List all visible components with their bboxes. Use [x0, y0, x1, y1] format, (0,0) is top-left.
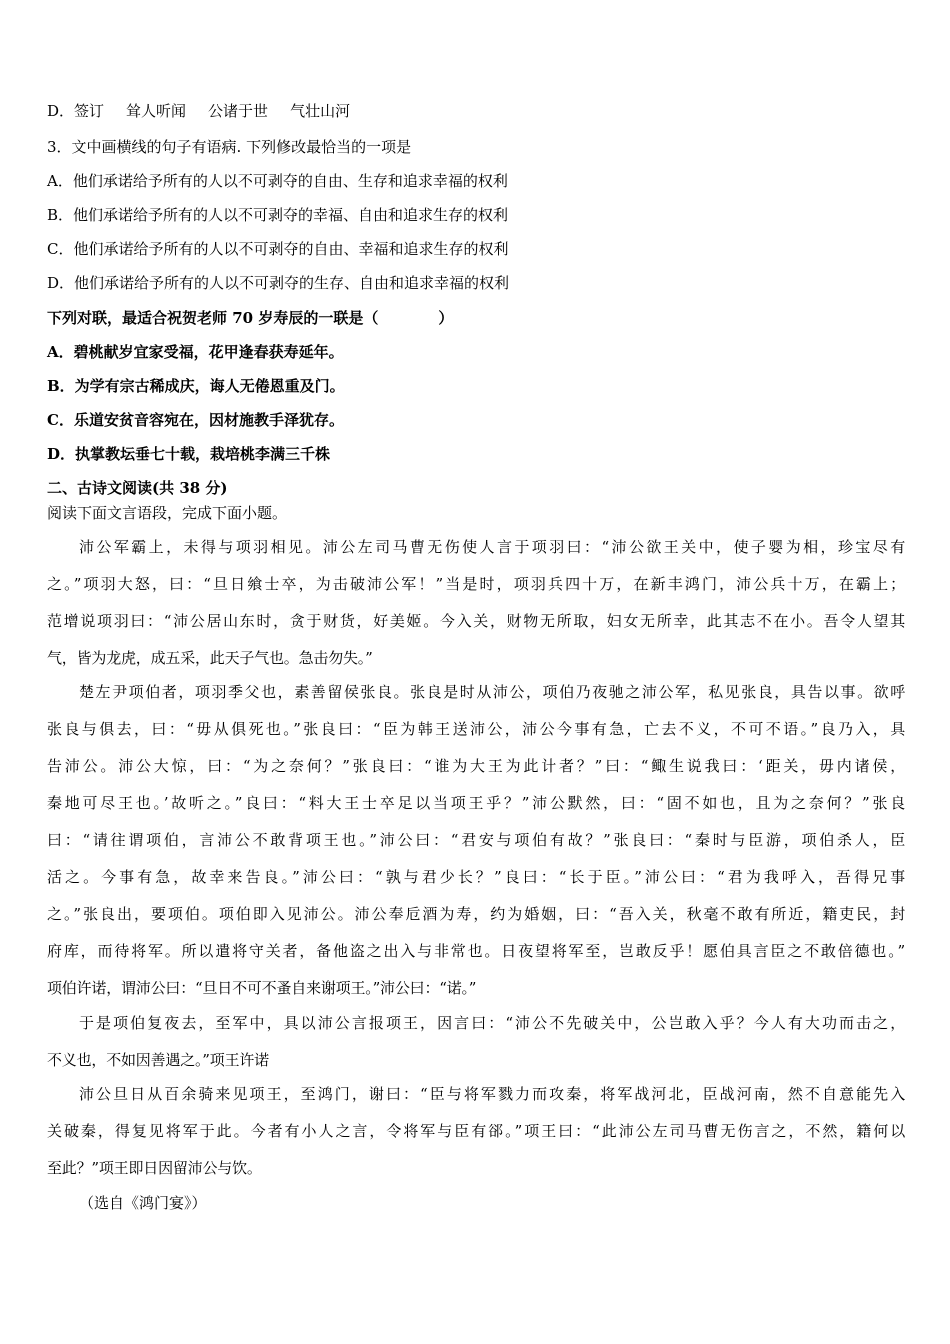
- paragraph-1-line: 范增说项羽曰：“沛公居山东时，贪于财货，好美姬。今入关，财物无所取，妇女无所幸，此其志不在小。吾令人望其: [47, 612, 905, 630]
- paragraph-2-line: 府库，而待将军。所以遣将守关者，备他盗之出入与非常也。日夜望将军至，岂敢反乎！愿伯具言臣之不敢倍德也。”: [47, 942, 905, 960]
- couplet-option-c: C．乐道安贫音容宛在，因材施教手泽犹存。: [47, 411, 344, 429]
- paragraph-3-line: 于是项伯复夜去，至军中，具以沛公言报项王，因言曰：“沛公不先破关中，公岂敢入乎？今人有大功而击之，: [79, 1014, 905, 1032]
- couplet-option-b: B．为学有宗古稀成庆，诲人无倦恩重及门。: [47, 377, 345, 395]
- couplet-option-a: A．碧桃献岁宜家受福，花甲逢春获寿延年。: [47, 343, 344, 361]
- paragraph-2-line: 张良与俱去，曰：“毋从俱死也。”张良曰：“臣为韩王送沛公，沛公今事有急，亡去不义，不可不语。”良乃入，具: [47, 720, 905, 738]
- question-3-stem: 3．文中画横线的句子有语病. 下列修改最恰当的一项是: [47, 138, 412, 156]
- paragraph-1-line: 之。”项羽大怒，曰：“旦日飨士卒，为击破沛公军！”当是时，项羽兵四十万，在新丰鸿门，沛公兵十万，在霸上；: [47, 575, 905, 593]
- question-3-option-a: A．他们承诺给予所有的人以不可剥夺的自由、生存和追求幸福的权利: [47, 172, 508, 190]
- paragraph-2-line: 之。”张良出，要项伯。项伯即入见沛公。沛公奉卮酒为寿，约为婚姻，曰：“吾入关，秋毫不敢有所近，籍吏民，封: [47, 905, 905, 923]
- section-2-title: 二、古诗文阅读(共 38 分): [47, 479, 228, 497]
- question-3-option-b: B．他们承诺给予所有的人以不可剥夺的幸福、自由和追求生存的权利: [47, 206, 509, 224]
- paragraph-2-line: 楚左尹项伯者，项羽季父也，素善留侯张良。张良是时从沛公，项伯乃夜驰之沛公军，私见张良，具告以事。欲呼: [79, 683, 905, 701]
- option-d-label: D．签订: [47, 102, 105, 120]
- option-d-word-list: [47, 101, 350, 121]
- paragraph-4-line: 关破秦，得复见将军于此。今者有小人之言，令将军与臣有郤。”项王曰：“此沛公左司马曹无伤言之，不然，籍何以: [47, 1122, 905, 1140]
- word-item: 公诸于世: [208, 102, 269, 120]
- question-3-option-d: D．他们承诺给予所有的人以不可剥夺的生存、自由和追求幸福的权利: [47, 274, 510, 292]
- question-3-option-c: C．他们承诺给予所有的人以不可剥夺的自由、幸福和追求生存的权利: [47, 240, 509, 258]
- source-citation: （选自《鸿门宴》）: [79, 1194, 207, 1212]
- paragraph-2-line: 项伯许诺，谓沛公曰：“旦日不可不蚤自来谢项王。”沛公曰：“诺。”: [47, 979, 477, 997]
- paragraph-1-line: 沛公军霸上，未得与项羽相见。沛公左司马曹无伤使人言于项羽曰：“沛公欲王关中，使子婴为相，珍宝尽有: [79, 538, 905, 556]
- paragraph-2-line: 秦地可尽王也。’故听之。”良曰：“料大王士卒足以当项王乎？”沛公默然，曰：“固不如也，且为之奈何？”张良: [47, 794, 905, 812]
- paragraph-2-line: 活之。今事有急，故幸来告良。”沛公曰：“孰与君少长？”良曰：“长于臣。”沛公曰：“君为我呼入，吾得兄事: [47, 868, 905, 886]
- paragraph-4-line: 沛公旦日从百余骑来见项王，至鸿门，谢曰：“臣与将军戮力而攻秦，将军战河北，臣战河南，然不自意能先入: [79, 1085, 905, 1103]
- section-2-instruction: 阅读下面文言语段，完成下面小题。: [47, 504, 288, 522]
- word-item: 耸人听闻: [126, 102, 187, 120]
- paragraph-4-line: 至此？”项王即日因留沛公与饮。: [47, 1159, 262, 1177]
- paragraph-2-line: 曰：“请往谓项伯，言沛公不敢背项王也。”沛公曰：“君安与项伯有故？”张良曰：“秦时与臣游，项伯杀人，臣: [47, 831, 905, 849]
- word-item: 气壮山河: [290, 102, 351, 120]
- paragraph-2-line: 告沛公。沛公大惊，曰：“为之奈何？”张良曰：“谁为大王为此计者？”曰：“鲰生说我曰：‘距关，毋内诸侯，: [47, 757, 905, 775]
- paragraph-3-line: 不义也，不如因善遇之。”项王许诺: [47, 1051, 269, 1069]
- paragraph-1-line: 气，皆为龙虎，成五采，此天子气也。急击勿失。”: [47, 649, 373, 667]
- couplet-option-d: D．执掌教坛垂七十载，栽培桃李满三千株: [47, 445, 331, 463]
- couplet-question-stem: 下列对联，最适合祝贺老师 70 岁寿辰的一联是（ ）: [47, 309, 454, 327]
